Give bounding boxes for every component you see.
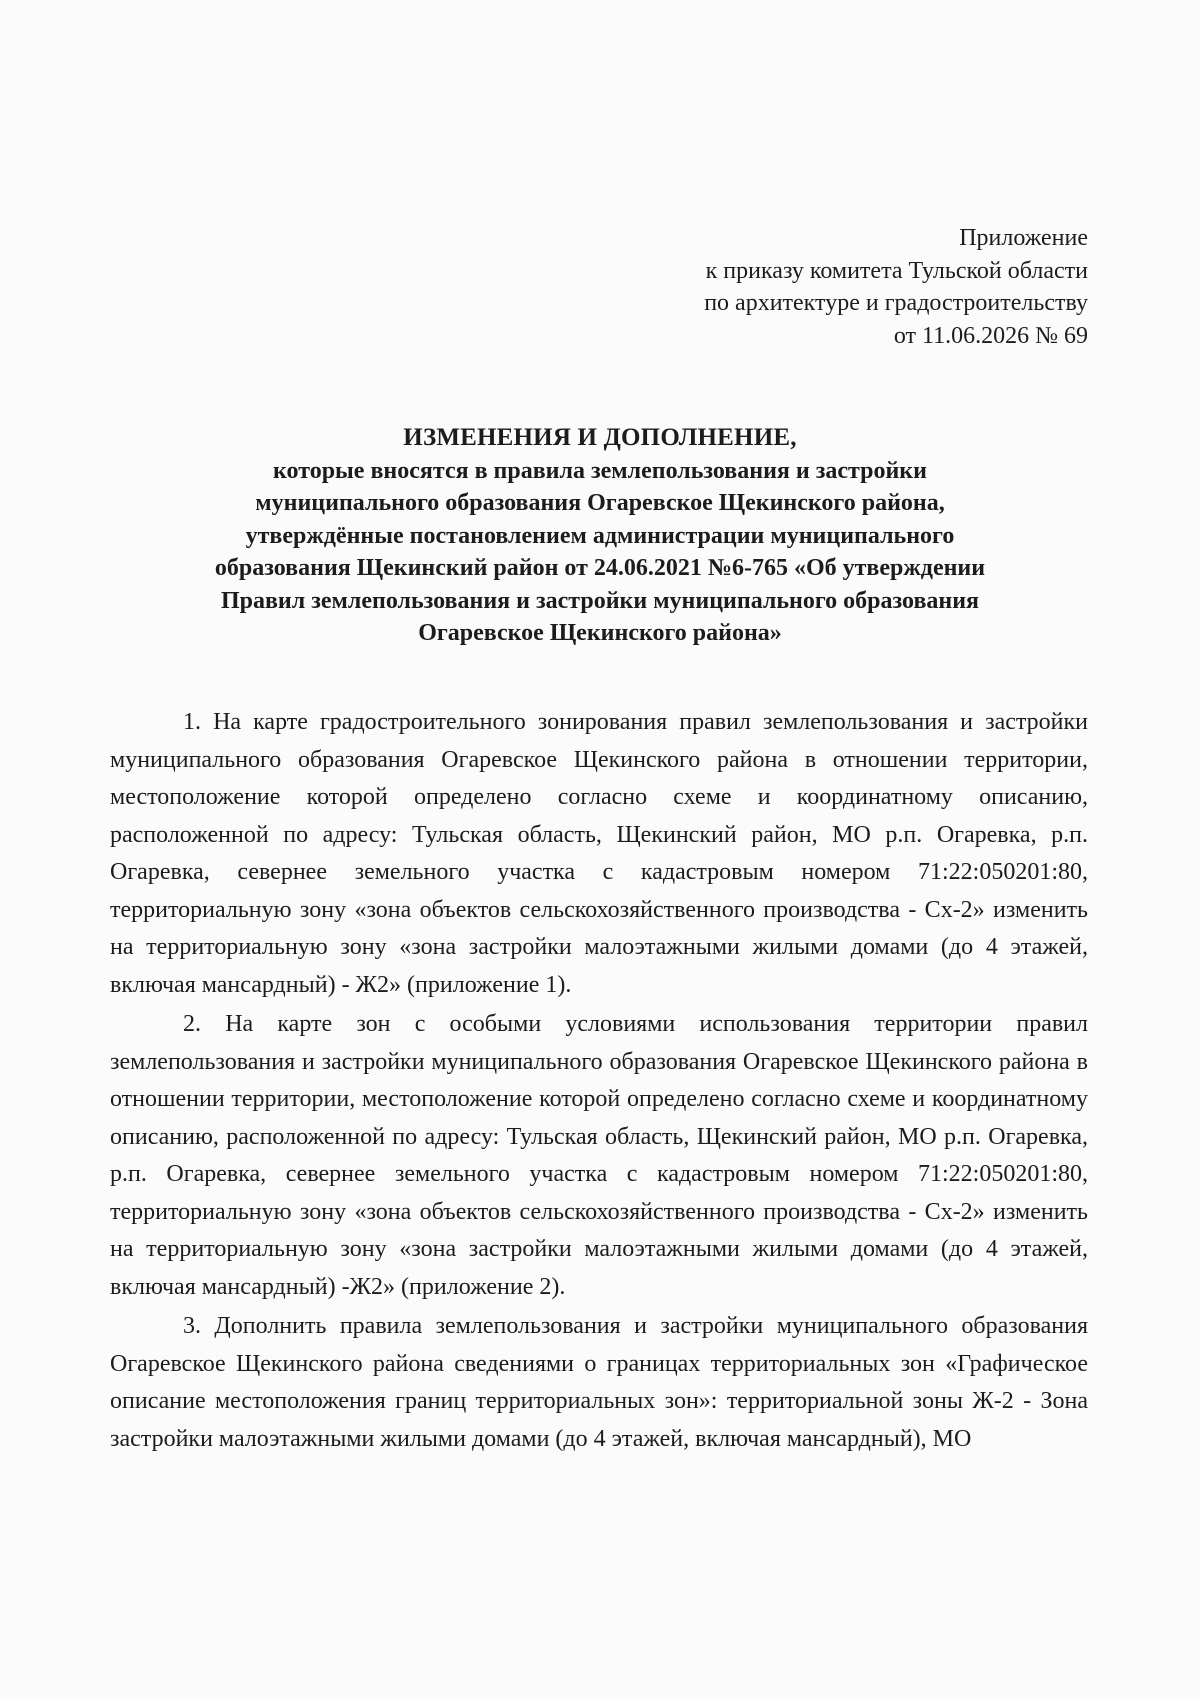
paragraph-2: 2. На карте зон с особыми условиями использования территории правил землепользования и застройки муниципального образования Огаревское Щекинского района в отношении территории, местоположение которой определено согласно схеме и координатному описанию, расположенной по адресу: Тульская область, Щекинский район, МО р.п. Огаревка, р.п. Огаревка, севернее земельного участка с кадастровым номером 71:22:050201:80, территориальную зону «зона объектов сельскохозяйственного производства - Сх-2» изменить на территориальную зону «зона застройки малоэтажными жилыми домами (до 4 этажей, включая мансардный) -Ж2» (приложение 2).	[110, 1011, 1088, 1300]
title-line-4: образования Щекинский район от 24.06.2021 №6-765 «Об утверждении	[214, 555, 986, 581]
title-line-1: которые вносятся в правила землепользования и застройки	[273, 457, 927, 484]
title-line-5: Правил землепользования и застройки муниципального образования	[220, 587, 980, 614]
header-line-date-number: от 11.06.2026 № 69	[893, 322, 1088, 349]
title-line-6: Огаревское Щекинского района»	[418, 620, 782, 646]
title-line-2: муниципального образования Огаревское Щекинского района,	[255, 490, 945, 516]
paragraph-3: 3. Дополнить правила землепользования и застройки муниципального образования Огаревское Щекинского района сведениями о границах территориальных зон «Графическое описание местоположения границ территориальных зон»: территориальной зоны Ж-2 - Зона застройки малоэтажными жилыми домами (до 4 этажей, включая мансардный), МО	[110, 1313, 1088, 1452]
document-body	[110, 704, 1088, 1458]
appendix-header	[704, 222, 1088, 352]
header-line-appendix: Приложение	[959, 225, 1088, 251]
document-title	[110, 422, 1090, 650]
header-line-order: к приказу комитета Тульской области	[705, 257, 1088, 284]
title-main: ИЗМЕНЕНИЯ И ДОПОЛНЕНИЕ,	[403, 424, 797, 451]
paragraph-1: 1. На карте градостроительного зонирования правил землепользования и застройки муниципального образования Огаревское Щекинского района в отношении территории, местоположение которой определено согласно схеме и координатному описанию, расположенной по адресу: Тульская область, Щекинский район, МО р.п. Огаревка, р.п. Огаревка, севернее земельного участка с кадастровым номером 71:22:050201:80, территориальную зону «зона объектов сельскохозяйственного производства - Сх-2» изменить на территориальную зону «зона застройки малоэтажными жилыми домами (до 4 этажей, включая мансардный) - Ж2» (приложение 1).	[110, 709, 1088, 998]
title-line-3: утверждённые постановлением администрации муниципального	[245, 522, 955, 549]
header-line-committee: по архитектуре и градостроительству	[704, 290, 1088, 316]
